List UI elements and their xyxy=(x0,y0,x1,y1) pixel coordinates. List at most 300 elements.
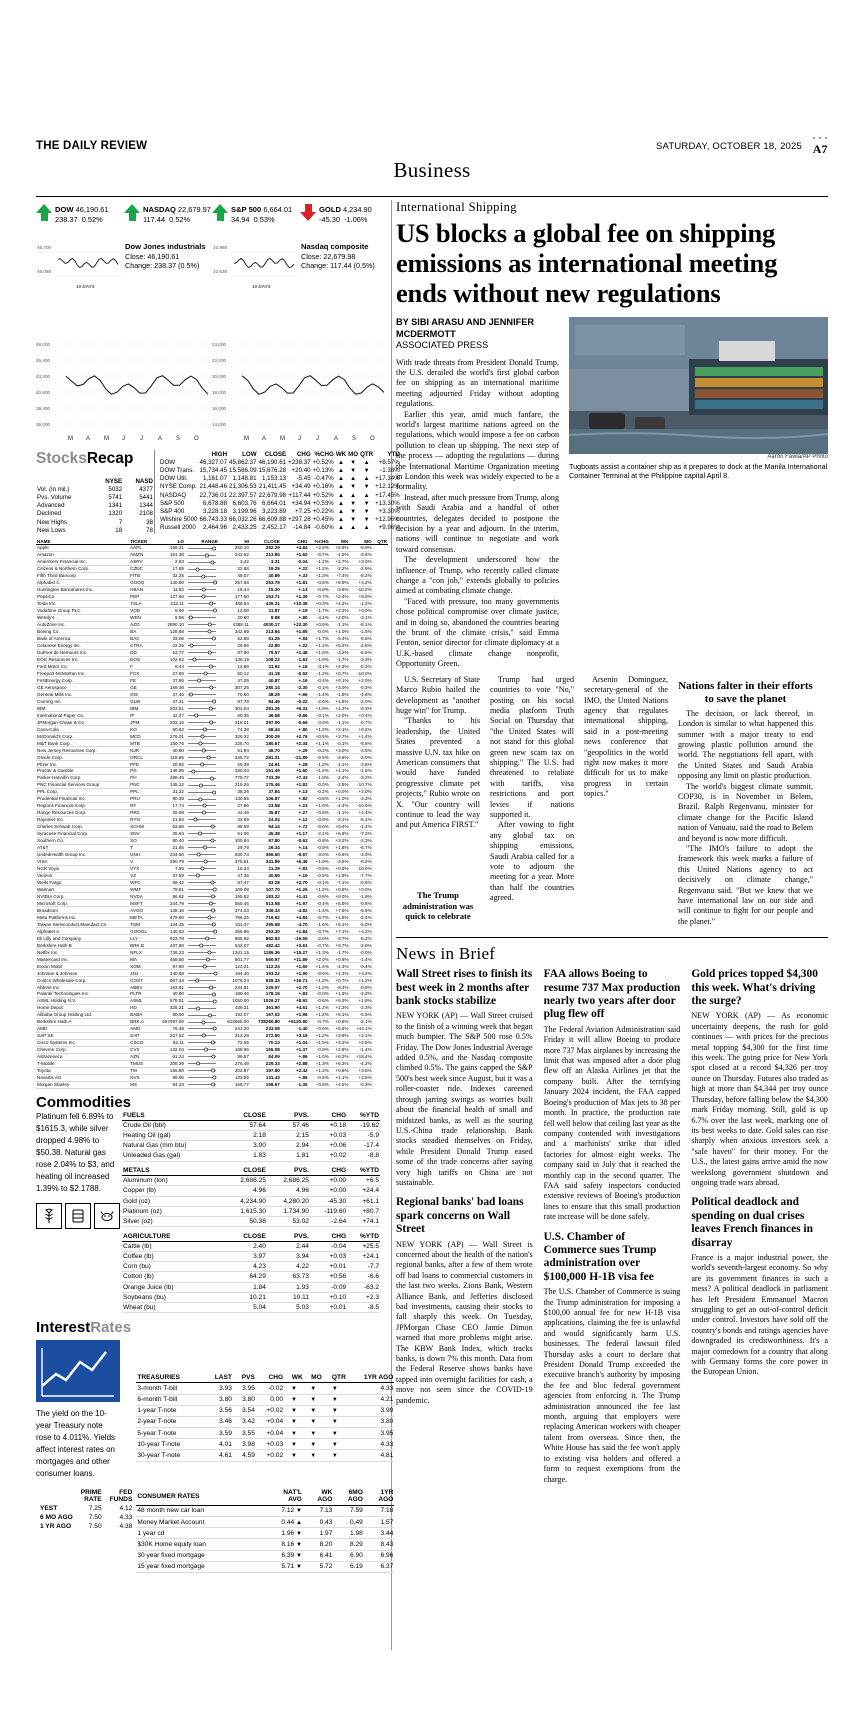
table-row: Novartis AG NVS 96.95 133.55 131.43 +.86 -0.5% +1.1% +2.5% xyxy=(37,1075,372,1081)
price-range-indicator xyxy=(185,677,219,684)
mini-chart-1 xyxy=(36,240,212,340)
article-body-col3 xyxy=(490,675,574,904)
commodities-note: Platinum fell 6.89% to $1615.3, while silver dropped 4.98% to $50.38. Natural gas rose 2.04% to $3, and heating oil increased 1.39% to $2.1788. xyxy=(36,1111,115,1193)
arrow-up-icon xyxy=(212,204,228,222)
article-kicker: International Shipping xyxy=(396,200,517,214)
table-row: Morgan Stanley MS 94.33 166.77 158.67 -1.35 -0.8% +4.5% -0.3% xyxy=(37,1082,372,1088)
article-body-col1 xyxy=(396,358,559,670)
table-header-row: AGRICULTURE CLOSE PVS. CHG %YTD xyxy=(123,1232,379,1240)
news-brief-title: Gold prices topped $4,300 this week. What's driving the surge? xyxy=(691,968,818,1008)
table-row: PNC Financial Services Group PNC 145.12 216.26 175.46 +1.83 -0.0% -2.5% -10.7% xyxy=(37,782,372,788)
price-range-indicator xyxy=(185,907,219,914)
price-range-indicator xyxy=(185,761,219,768)
table-row: Toyota TM 155.80 202.87 197.80 +2.42 +1.2% +0.8% +3.5% xyxy=(37,1068,372,1074)
table-row: NCR Voyix VYX 7.55 15.34 11.29 +.83 -0.5% +0.9% -10.6% xyxy=(37,866,372,872)
article-pullquote: The Trump administration was quick to celebrate xyxy=(402,890,474,921)
price-range-indicator xyxy=(185,809,219,816)
news-brief-body: The U.S. Chamber of Commerce is suing the Trump administration for imposing a $100,00 annual fee for new H-1B visa applications, claiming the fee is unlawful and would significantly harm U.S. businesses. The federal lawsuit filed Thursday asks a court to declare that President Donald Trump exceeded the executive branch's authority by imposing the fee and bloc federal government agencies from enforcing it. The Trump administration announced the fee last month, arguing that employers were replacing American workers with cheaper talent from overseas. Since then, the White House has said the fee won't apply to existing visa holders and offered a form to request exemptions from the charge. xyxy=(543,1287,681,1484)
svg-text:S: S xyxy=(176,436,181,442)
table-row: AutoZone Inc. AZO 2890.10 4388.11 4030.17 +22.30 +0.6% -1.1% -6.1% xyxy=(37,622,372,628)
svg-text:38,400: 38,400 xyxy=(36,406,51,411)
table-row: 2-year T-note 3.46 3.42 +0.04 ▼ ▼ ▼ 3.80 xyxy=(136,1416,394,1427)
table-row: 10-year T-note 4.01 3.98 +0.03 ▼ ▼ ▼ 4.33 xyxy=(136,1439,394,1450)
svg-text:20,000: 20,000 xyxy=(212,374,227,379)
news-brief-item xyxy=(396,1196,533,1406)
interest-rates-title: InterestRates xyxy=(36,1319,132,1337)
svg-text:A: A xyxy=(86,436,91,442)
table-row: Berkshire Hath B BRK.B 437.80 542.07 482.42 +3.61 -0.7% +0.7% -2.8% xyxy=(37,942,372,948)
table-header-row: METALS CLOSE PVS. CHG %YTD xyxy=(123,1167,379,1175)
article-column xyxy=(396,200,828,1485)
decorative-dots: ° ° ° xyxy=(812,137,828,143)
svg-text:J: J xyxy=(140,436,143,442)
price-range-indicator xyxy=(185,1025,219,1032)
svg-text:M: M xyxy=(244,436,249,442)
table-row: NASDAQ 22,736.01 22,397.57 22,679.98 +117.44 +0.52% ▲ ▲ ▲ +17.45% xyxy=(160,491,400,499)
table-row: International Paper Co. IP 42.27 60.35 46.58 -0.86 -0.1% +2.0% +0.4% xyxy=(37,712,372,718)
table-row: Bank of America BAC 33.06 52.88 51.26 +.84 +1.7% -5.4% -5.6% xyxy=(37,636,372,642)
table-row: Celanese Energy Inc. CTRA 22.35 29.95 22.80 +.22 +1.2% +5.2% -2.8% xyxy=(37,643,372,649)
table-row: Gold (oz) 4,234.90 4,280.20 -45.30 +61.1 xyxy=(123,1197,379,1205)
table-row: Heating Oil (gal) 2.18 2.15 +0.03 -5.9 xyxy=(123,1132,379,1140)
price-range-indicator xyxy=(185,691,219,698)
table-row: Coffee (lb) 3.97 3.94 +0.03 +24.1 xyxy=(123,1253,379,1261)
news-brief-item xyxy=(544,1231,681,1485)
table-row: New Lows 18 78 xyxy=(37,526,153,534)
table-row: Wilshire 5000 66,743.33 66,032.26 66,609.88 +297.28 +0.45% ▲ ▼ ▼ +12.96% xyxy=(160,516,400,524)
article-subhead: Nations falter in their efforts to save the planet xyxy=(678,679,813,705)
table-row: Alphabet A GOOGL 140.53 256.96 253.30 +1.84 -0.7% +7.1% +4.2% xyxy=(37,928,372,934)
table-row: DOW 46,327.07 45,862.37 46,190.61 +238.37 +0.52% ▲ ▼ ▲ +8.57% xyxy=(160,458,400,466)
table-row: Walmart WMT 79.81 109.08 107.70 +1.26 +1.2% +0.8% +0.0% xyxy=(37,886,372,892)
table-row: Coca-Cola KO 60.62 74.38 68.44 +.80 +1.3% +2.1% +0.2% xyxy=(37,726,372,732)
table-row: 48 month new car loan 7.12 ▼ 7.13 7.59 7.18 xyxy=(136,1505,394,1516)
svg-text:M: M xyxy=(104,436,109,442)
price-range-indicator xyxy=(185,1060,219,1067)
price-range-indicator xyxy=(185,768,219,775)
table-row: VISA V 290.79 375.51 341.89 +6.46 +1.9% -3.5% -0.2% xyxy=(37,859,372,865)
table-row: Vol. (in mil.) 5032 4377 xyxy=(37,485,153,493)
table-row: Mastercard Inc. MA 468.50 601.77 560.97 +11.89 +2.0% +0.8% -1.4% xyxy=(37,956,372,962)
table-row: SAP SE SAP 227.52 313.28 272.90 +3.16 +1.2% +3.8% +2.1% xyxy=(37,1033,372,1039)
price-range-indicator xyxy=(185,705,219,712)
price-range-indicator xyxy=(185,698,219,705)
table-row: 1 YR AGO 7.50 4.38 xyxy=(40,1523,133,1531)
table-row: Taiwan Semiconduct.Manufact.Co TSM 134.25 311.37 295.68 -4.70 -1.6% +5.1% -5.0% xyxy=(37,921,372,927)
table-row: 6 MO AGO 7.50 4.33 xyxy=(40,1514,133,1522)
table-row: Aluminum (ton) 2,686.25 2,686.25 +0.00 +6.5 xyxy=(123,1177,379,1185)
price-range-indicator xyxy=(185,572,219,579)
table-row: Wheat (bu) 5.04 5.03 +0.01 -8.5 xyxy=(123,1304,379,1312)
price-range-indicator xyxy=(185,1046,219,1053)
svg-text:43,200: 43,200 xyxy=(36,374,51,379)
header-rule xyxy=(36,196,828,197)
news-brief-body: France is a major industrial power, the world's seventh-largest economy. So why are its government finances in such a mess? A political deadlock in parliament has left President Emmanuel Macron struggling to get an out-of-control deficit under control. Investors have sold off the country's bonds and ratings agencies have downgraded its creditworthiness. It's a major comedown for a country that along with Germany forms the core power in the European Union. xyxy=(691,1252,828,1377)
article-paragraph: Trump had urged countries to vote "No," posting on his social media platform Truth Social on Thursday that "the United States will not stand for this global green new scam tax on shipping." The U.S. had threatened to retaliate with tariffs, visa restrictions and port levies if nations supported it. xyxy=(490,674,574,819)
table-row: Microsoft Corp. MSFT 344.79 555.45 513.58 +1.97 -0.4% +6.5% -0.8% xyxy=(37,900,372,906)
section-title: Business xyxy=(393,158,471,182)
table-row: Silver (oz) 50.38 53.02 -2.64 +74.1 xyxy=(123,1218,379,1226)
table-row: Palantir Technologies Inc. PLTR 40.80 189.46 178.15 +.83 -0.0% +1.8% -2.3% xyxy=(37,991,372,997)
table-row: Corn (bu) 4.23 4.22 +0.01 -7.7 xyxy=(123,1263,379,1271)
wheat-icon xyxy=(36,1203,62,1229)
article-paragraph: Arsenio Dominguez, secretary-general of the IMO, the United Nations agency that regulates international shipping, said in a post-meeting news conference that "geopolitics in the world right now makes it more difficult for us to make progress in certain topics." xyxy=(584,674,668,799)
svg-text:J: J xyxy=(298,436,301,442)
svg-text:46,700: 46,700 xyxy=(37,245,52,250)
article-paragraph: After vowing to fight any global tax on shipping emissions, Saudi Arabia called for a vote to adjourn the meeting for a year. More than half the countries agreed. xyxy=(490,820,574,903)
table-row: NYSE Comp. 21,448.46 21,306.53 21,411.45 +34.49 +0.16% ▲ ▼ ▼ +12.12% xyxy=(160,483,400,491)
table-row: 30 year fixed mortgage 6.39 ▼ 6.41 6.90 6.96 xyxy=(136,1550,394,1561)
arrow-up-icon xyxy=(124,204,140,222)
table-row: Regions Financial Corp. RF 17.74 27.96 23.58 +.23 +1.0% -2.4% -10.6% xyxy=(37,803,372,809)
rates-graphic xyxy=(36,1340,120,1402)
cow-icon xyxy=(94,1203,120,1229)
svg-text:M: M xyxy=(68,436,73,442)
news-brief-title: Wall Street rises to finish its best week in 2 months after bank stocks stabilize xyxy=(396,968,533,1008)
table-row: New Jersey Resources Corp. NJR 40.80 51.94 46.70 +.29 -0.2% +3.0% -3.5% xyxy=(37,747,372,753)
stock-quotes-table xyxy=(36,538,388,1088)
price-range-indicator xyxy=(185,921,219,928)
table-row: DOW Util. 1,161.07 1,148.81 1,153.13 -5.45 -0.47% ▲ ▲ ▲ +17.34% xyxy=(160,475,400,483)
price-range-indicator xyxy=(185,600,219,607)
nib-rule xyxy=(396,937,828,938)
price-range-indicator xyxy=(185,670,219,677)
table-row: Chevron Corp. CVX 132.04 168.96 155.08 +1.37 -0.9% +2.8% -1.4% xyxy=(37,1047,372,1053)
svg-text:10 DAYS: 10 DAYS xyxy=(252,284,271,289)
table-row: 1-year T-note 3.56 3.54 +0.02 ▼ ▼ ▼ 3.99 xyxy=(136,1405,394,1416)
table-row: New Highs 7 38 xyxy=(37,518,153,526)
price-range-indicator xyxy=(185,558,219,565)
table-row: Berkshire Hath A BRK.A 657497.50 813665.00 738280.80 +5120.80 -0.7% +0.8% -2.1% xyxy=(37,1019,372,1025)
price-range-indicator xyxy=(185,802,219,809)
news-brief-title: U.S. Chamber of Commerce sues Trump administration over $100,000 H-1B visa fee xyxy=(543,1230,657,1283)
interest-rates-section xyxy=(36,1336,394,1573)
price-range-indicator xyxy=(185,956,219,963)
price-range-indicator xyxy=(185,628,219,635)
table-header-row: TREASURIES LAST PVS CHG WK MO QTR 1YR AGO xyxy=(136,1372,394,1383)
price-range-indicator xyxy=(185,621,219,628)
price-range-indicator xyxy=(185,1074,219,1081)
article-paragraph: Earlier this year, amid much fanfare, the world's largest maritime nations agreed on the regulations, which would impose a fee on carbon pollution to clean up shipping. The next step of the process — adopting the regulations — during the International Maritime Organization meeting in London this week was widely expected to be a formality. xyxy=(396,409,559,492)
price-range-indicator xyxy=(185,586,219,593)
table-row: M&T Bank Corp. MTB 150.75 225.70 180.67 +2.34 +1.1% -0.1% -8.8% xyxy=(37,740,372,746)
market-breadth-table xyxy=(36,477,154,534)
table-row: Rayonier Inc. RYN 21.84 32.89 24.04 +.12 -0.0% -2.1% -6.1% xyxy=(37,817,372,823)
svg-text:A: A xyxy=(158,436,163,442)
ticker-gold: GOLD 4,234.90 -45.30 -1.06% xyxy=(300,204,388,238)
price-range-indicator xyxy=(185,886,219,893)
price-range-indicator xyxy=(185,942,219,949)
table-row: Unleaded Gas (gal) 1.83 1.81 +0.02 -8.8 xyxy=(123,1152,379,1160)
table-row: Ford Motor Co. F 8.44 12.80 11.92 +.18 -3.1% +4.3% -0.3% xyxy=(37,663,372,669)
price-range-indicator xyxy=(185,949,219,956)
table-row: Vodafone Group PLC VOD 8.60 12.00 11.87 +.19 -1.7% +2.3% +0.0% xyxy=(37,608,372,614)
news-brief-body: NEW YORK (AP) — Wall Street is concerned about the health of the nation's regional banks, after a few of them wrote off bad loans to commercial customers in the last two weeks. Zions Bank, Western Alliance Bank, and Jefferies disclosed bad investments, causing their stocks to fall sharply this week. On Tuesday, JPMorgan Chase CEO Jamie Dimon warned that more problems might arise. The KBW Bank Index, which tracks banks, is down 7% this month. Data from the Federal Reserve shows banks have tapped into overnight facilities for cash, a move not seen since the COVID-19 pandemic. xyxy=(396,1239,533,1405)
table-row: Freeport-McMoRan Inc. FCX 27.66 50.12 41.18 -0.52 -1.2% +0.7% -10.0% xyxy=(37,670,372,676)
article-body-col4 xyxy=(584,675,668,800)
price-range-indicator xyxy=(185,844,219,851)
article-paragraph: Instead, after much pressure from Trump, along with Saudi Arabia and a handful of other countries, delegates decided to postpone the decision by a year and adjourn. In the interim, nations will continue to negotiate and work toward consensus. xyxy=(396,492,559,554)
price-range-indicator xyxy=(185,747,219,754)
table-row: General Mills Inc. GIS 47.46 70.60 48.29 +.66 -1.4% -1.8% -4.6% xyxy=(37,691,372,697)
table-row: Southern Co. SO 80.40 100.64 97.80 -0.63 -0.8% +3.2% -2.3% xyxy=(37,838,372,844)
svg-text:J: J xyxy=(122,436,125,442)
svg-text:22,000: 22,000 xyxy=(212,358,227,363)
price-range-indicator xyxy=(185,754,219,761)
table-row: Citizens & Northern Corp. CZNC 17.85 22.68 19.25 +.22 +1.2% -2.2% -2.9% xyxy=(37,566,372,572)
price-range-indicator xyxy=(185,545,219,552)
commodity-icons xyxy=(36,1203,122,1229)
table-row: Pfizer Inc. PFE 20.92 29.38 24.91 +.28 -1.2% -1.1% -3.8% xyxy=(37,761,372,767)
news-in-brief-list xyxy=(396,968,828,1485)
svg-text:48,000: 48,000 xyxy=(36,342,51,347)
table-header-row: PRIME RATE FED FUNDS xyxy=(80,1489,133,1504)
price-range-indicator xyxy=(185,593,219,600)
price-range-indicator xyxy=(185,1004,219,1011)
index-summary-table xyxy=(159,450,401,532)
table-row: Procter & Gamble PG 146.95 180.43 151.49 +1.60 +1.2% +1.1% -1.5% xyxy=(37,768,372,774)
table-row: Cisco Systems Inc. CSCO 52.11 72.55 70.13 +1.04 +1.5% +3.2% +2.5% xyxy=(37,1040,372,1046)
price-range-indicator xyxy=(185,656,219,663)
price-range-indicator xyxy=(185,579,219,586)
article-headline: US blocks a global fee on shipping emissions as international meeting ends without new regulations xyxy=(396,218,778,308)
table-row: Verizon VZ 37.59 47.36 40.55 +.19 -0.5% +1.8% -7.7% xyxy=(37,873,372,879)
article-paragraph: "The IMO's failure to adopt the framework this week marks a failure of this United Nations agency to act decisively on climate change," Regenvanu said. "But we knew that we have international law on our side and will continue to fight for our people and the planet." xyxy=(678,843,813,926)
svg-text:S: S xyxy=(352,436,357,442)
table-row: Fifth Third Bancorp FITB 32.25 49.07 40.89 +.33 +1.3% -7.4% -8.2% xyxy=(37,573,372,579)
markets-column xyxy=(36,200,400,1573)
table-row: $30K Home equity loan 8.16 ▼ 8.20 8.29 8.43 xyxy=(136,1539,394,1550)
table-row: Copper (lb) 4.96 4.96 +0.00 +24.4 xyxy=(123,1187,379,1195)
table-row: Broadcom AVGO 138.10 374.23 349.33 -4.82 -1.4% +7.6% -5.9% xyxy=(37,907,372,913)
table-row: NYSE NASD xyxy=(105,477,153,485)
news-brief-title: FAA allows Boeing to resume 737 Max production nearly two years after door plug flew off xyxy=(543,968,681,1021)
price-range-indicator xyxy=(185,1081,219,1088)
oil-barrel-icon xyxy=(65,1203,91,1229)
table-row: Cattle (lb) 2.40 2.44 -0.04 +25.5 xyxy=(123,1242,379,1250)
svg-text:14,000: 14,000 xyxy=(212,422,227,427)
index-history-chart-2 xyxy=(212,336,388,448)
price-range-indicator xyxy=(185,991,219,998)
mini-chart-labels: Dow Jones industrials Close: 46,190.61 Change: 238.37 (0.5%) xyxy=(125,242,206,270)
ticker-dow: DOW 46,190.61 238.37 0.52% xyxy=(36,204,124,238)
price-range-indicator xyxy=(185,914,219,921)
table-row: Eli Lilly and Company LLY 623.78 985.62 862.83 -16.55 -2.0% -3.7% -5.2% xyxy=(37,935,372,941)
table-row: Huntington Bancshares Inc. HBAN 11.82 18.44 15.30 +.13 -0.8% -3.8% -10.2% xyxy=(37,587,372,593)
news-brief-body: NEW YORK (AP) — As economic uncertainty deepens, the rush for gold continues — with prices for the precious metal topping $4,300 for the first time this week. The going price for New York spot closed at a record $4,326 per troy ounce on Thursday. Futures also traded as high at more than $4,344 per troy ounce Thursday, before falling below the $4,300 mark Friday morning. Still, gold is up 6.7% over the last week, marking one of its best weeks to date. Gold sales can rise sharply when anxious investors seek a "safe haven" for their money. For the U.S., the latest gains arrive amid the now weekslong government shutdown and ongoing trade wars abroad. xyxy=(691,1011,828,1187)
article-body-col5 xyxy=(678,709,813,928)
svg-text:10 DAYS: 10 DAYS xyxy=(76,284,95,289)
svg-text:J: J xyxy=(316,436,319,442)
table-row: 5-year T-note 3.59 3.55 +0.04 ▼ ▼ ▼ 3.95 xyxy=(136,1428,394,1439)
price-range-indicator xyxy=(185,837,219,844)
price-range-indicator xyxy=(185,1039,219,1046)
price-range-indicator xyxy=(185,788,219,795)
table-row: Home Depot HD 326.31 439.31 361.90 +4.51 +1.2% +1.3% -2.3% xyxy=(37,1005,372,1011)
price-range-indicator xyxy=(185,712,219,719)
price-range-indicator xyxy=(185,614,219,621)
article-paragraph: The world's biggest climate summit, COP30, is in November in Belem, Brazil. Ralph Regenvanu, minister for climate change for the Pacific Island nation of Vanuatu, said the road to Belem and beyond is now more difficult. xyxy=(678,781,813,843)
price-range-indicator xyxy=(185,935,219,942)
svg-text:36,000: 36,000 xyxy=(36,422,51,427)
table-row: IBM IBM 203.51 301.04 281.26 +6.31 +1.9% +1.2% -0.3% xyxy=(37,705,372,711)
table-row: Meta Platforms Inc. META 479.80 796.25 716.92 +4.84 -0.7% +1.8% -2.4% xyxy=(37,914,372,920)
price-range-indicator xyxy=(185,649,219,656)
mini-chart-labels: Nasdaq composite Close: 22,679.98 Change: 117.44 (0.5%) xyxy=(301,242,375,270)
news-brief-body: NEW YORK (AP) — Wall Street cruised to the finish of a winning week that began much bumpier. The S&P 500 rose 0.5% Friday. The Dow Jones Industrial Average added 0.5%, and the Nasdaq composite climbed 0.5%. The gains capped the S&P 500's best week since August, but it was a roller-coaster ride. Indexes careened through jarring swings as worries built about the financial health of small and midsized banks, as well as the souring U.S.-China trade relationship. Bank stocks steadied themselves on Friday, while President Donald Trump eased some of the trade concerns after saying very high tariffs on China are not sustainable. xyxy=(396,1011,533,1187)
article-paragraph: U.S. Secretary of State Marco Rubio hailed the development as "another huge win" for Trump. xyxy=(396,674,480,715)
price-range-indicator xyxy=(185,635,219,642)
mini-sparkline xyxy=(36,240,122,340)
table-row: Prudential Financial Inc. PRU 90.39 130.55 106.87 +.82 -0.8% +1.0% -3.3% xyxy=(37,796,372,802)
table-row: 6-month T-bill 3.80 3.80 0.00 ▼ ▼ ▼ 4.21 xyxy=(136,1394,394,1405)
svg-text:46,080: 46,080 xyxy=(37,269,52,274)
table-row: Parker-Hannifin Corp. PH 488.45 779.77 733.39 +7.43 -1.0% -2.4% -3.2% xyxy=(37,775,372,781)
price-range-indicator xyxy=(185,858,219,865)
table-row: Boeing Co. BA 128.88 242.69 213.94 +1.85 -0.0% +1.0% -1.5% xyxy=(37,629,372,635)
table-row: 30-year T-note 4.61 4.59 +0.02 ▼ ▼ ▼ 4.81 xyxy=(136,1450,394,1461)
svg-text:24,000: 24,000 xyxy=(212,342,227,347)
table-row: McDonald's Corp. MCD 276.01 326.32 300.29 +2.76 +0.5% +3.7% +1.4% xyxy=(37,733,372,739)
commodities-section xyxy=(36,1111,388,1314)
commodities-title: Commodities xyxy=(36,1093,132,1111)
table-row: Wendy's WEN 8.56 20.60 8.88 +.80 -4.1% +2.0% -3.1% xyxy=(37,615,372,621)
price-range-indicator xyxy=(185,565,219,572)
index-ticker-row xyxy=(36,204,388,238)
table-row: Wells Fargo WFC 58.42 87.47 83.28 +2.70 -0.1% -7.1% -0.6% xyxy=(37,879,372,885)
svg-text:O: O xyxy=(194,436,199,442)
arrow-down-icon xyxy=(300,204,316,222)
price-range-indicator xyxy=(185,872,219,879)
table-header-row: CONSUMER RATES NAT'L AVG WK AGO 6MO AGO 1YR AGO xyxy=(136,1488,394,1506)
consumer-rates-table xyxy=(136,1488,394,1573)
table-row: PPL Corp. PPL 31.22 38.26 37.84 +.13 -0.2% +0.0% +2.0% xyxy=(37,789,372,795)
price-range-indicator xyxy=(185,830,219,837)
price-range-indicator xyxy=(185,726,219,733)
table-row: Oracle Corp. ORCL 118.86 345.72 281.31 -21.89 -0.5% -3.6% -3.0% xyxy=(37,754,372,760)
table-row: Money Market Account 0.44 ▲ 0.43 0.49 1.57 xyxy=(136,1517,394,1528)
mini-chart-row xyxy=(36,240,388,340)
price-range-indicator xyxy=(185,963,219,970)
news-brief-title: Political deadlock and spending on dual crises leaves French finances in disarray xyxy=(691,1196,813,1249)
svg-text:22,980: 22,980 xyxy=(213,245,228,250)
table-row: Apple AAPL 169.21 260.10 252.29 +4.84 +2.0% +2.9% -0.9% xyxy=(37,545,372,551)
table-row: Declined 1320 2108 xyxy=(37,510,153,518)
price-range-indicator xyxy=(185,865,219,872)
price-range-indicator xyxy=(185,719,219,726)
table-row: Crude Oil (bbl) 57.64 57.46 +0.18 -19.62 xyxy=(123,1121,379,1129)
article-paragraph: "Thanks to his leadership, the United States prevented a massive U.N. tax hike on American consumers that would have funded progressive climate pet projects," Rubio wrote on X. "Our country will continue to lead the way and put America FIRST." xyxy=(396,716,480,830)
price-range-indicator xyxy=(185,928,219,935)
prime-rate-table xyxy=(36,1488,136,1531)
article-paragraph: The decision, or lack thereof, in London is similar to what happened this summer with a major treaty to end growing plastic pollution around the world. The negotiations fell apart, with the United States and Saudi Arabia opposing any limit on plastic production. xyxy=(678,708,813,781)
article-paragraph: With trade threats from President Donald Trump, the U.S. derailed the world's first global carbon fee on shipping as an international maritime meeting adjourned Friday without adopting regulations. xyxy=(396,357,559,409)
table-header-row: HIGH LOW CLOSE CHG %CHG WK MO QTR YTD xyxy=(211,450,400,458)
table-row: AMD AMD 76.48 241.20 233.08 -1.40 -0.6% +6.5% +44.1% xyxy=(37,1026,372,1032)
table-row: YEST 7.25 4.12 xyxy=(40,1505,133,1513)
table-row: Alibaba Group Holding Ltd. BABA 80.06 192.07 167.02 +1.96 +1.2% +5.1% -6.5% xyxy=(37,1012,372,1018)
svg-text:M: M xyxy=(280,436,285,442)
table-row: EOG Resources Inc. EOG 102.52 136.19 108.22 -1.63 -1.0% -1.7% -3.3% xyxy=(37,656,372,662)
mini-sparkline xyxy=(212,240,298,340)
table-row: 3-month T-bill 3.93 3.95 -0.02 ▼ ▼ ▼ 4.33 xyxy=(136,1383,394,1394)
photo-caption: Tugboats assist a container ship as it prepares to dock at the Manila International Container Terminal at the Philippine capital April 8. xyxy=(569,462,828,480)
table-header-row: NAME TICKER LO RANGE HI CLOSE CHG %CHG WK MO QTR xyxy=(37,538,387,544)
price-range-indicator xyxy=(185,977,219,984)
svg-text:40,800: 40,800 xyxy=(36,390,51,395)
price-range-indicator xyxy=(185,893,219,900)
table-row: Tesla Inc. TSLA 212.11 488.54 439.31 +10.38 +0.3% +4.2% -1.2% xyxy=(37,601,372,607)
svg-text:45,400: 45,400 xyxy=(36,358,51,363)
stocks-recap-title: StocksRecap xyxy=(36,450,134,467)
table-row: Netflix Inc. NFLX 736.23 1341.15 1189.36 +15.27 +1.3% -1.7% -0.0% xyxy=(37,949,372,955)
news-brief-title: Regional banks' bad loans spark concerns on Wall Street xyxy=(396,1196,524,1236)
table-row: Alphabet C GOOG 140.80 257.58 253.79 +1.81 -0.8% +6.9% +4.2% xyxy=(37,580,372,586)
price-range-indicator xyxy=(185,607,219,614)
table-row: Pvs. Volume 5741 5441 xyxy=(37,493,153,501)
commodities-tables xyxy=(122,1111,380,1314)
article-paragraph: The development underscored how the influence of Trump, who recently called climate change a "con job," extends globally to policies aimed at combating climate change. xyxy=(396,555,559,596)
svg-text:A: A xyxy=(262,436,267,442)
table-row: 15 year fixed mortgage 5.71 ▼ 5.72 6.19 6.37 xyxy=(136,1561,394,1572)
table-row: JPMorgan Chase & Co. JPM 202.16 318.01 297.00 -0.66 -3.0% -1.1% -0.7% xyxy=(37,719,372,725)
article-photo xyxy=(569,317,828,454)
svg-text:22,630: 22,630 xyxy=(213,269,228,274)
table-row: Corning Inc. GLW 37.31 87.78 84.49 -0.22 -2.6% +1.8% -2.0% xyxy=(37,698,372,704)
news-brief-item xyxy=(691,1196,828,1378)
table-header-row: FUELS CLOSE PVS. CHG %YTD xyxy=(123,1111,379,1119)
price-range-indicator xyxy=(185,642,219,649)
price-range-indicator xyxy=(185,774,219,781)
svg-text:A: A xyxy=(334,436,339,442)
index-history-chart-1 xyxy=(36,336,212,448)
table-row: Amazon AMZN 161.38 242.52 213.84 +1.62 -0.7% -1.5% -3.5% xyxy=(37,552,372,558)
table-row: Astrazeneca AZN 61.24 86.57 84.09 +.86 +1.0% +6.2% +18.4% xyxy=(37,1054,372,1060)
news-brief-body: The Federal Aviation Administration said Friday it will allow Boeing to produce more 737 Max airplanes by increasing the limit that was imposed after a door plug flew off an Alaska Airlines jet that the company built. After the terrifying January 2024 incident, the FAA capped Boeing's production of Max jets to 38 per month. In practice, the production rate fell well below that ceiling last year as the company contended with investigations and a machinists' strike that idled factories for almost eight weeks. The company said in July that it reached the monthly cap in the second quarter. The FAA said safety inspectors conducted extensive reviews of Boeing's production lines to ensure that this small production rate increase will be done safely. xyxy=(543,1024,681,1222)
price-range-indicator xyxy=(185,997,219,1004)
page-number: ° ° ° A7 xyxy=(812,137,828,156)
price-range-indicator xyxy=(185,1067,219,1074)
table-row: UnitedHealth Group Inc. UNH 234.60 630.73 366.60 -6.67 -3.0% +9.6% -3.3% xyxy=(37,852,372,858)
arrow-up-icon xyxy=(36,204,52,222)
table-row: Advanced 1341 1344 xyxy=(37,502,153,510)
svg-text:18,000: 18,000 xyxy=(212,390,227,395)
ticker-s-p-500: S&P 500 6,664.01 34.94 0.53% xyxy=(212,204,300,238)
table-row: 1 year cd 1.96 ▼ 1.97 1.98 3.44 xyxy=(136,1528,394,1539)
table-row: AmeriServ Financial Inc. ASRV 2.63 3.42 3.31 -0.04 -1.2% +2.7% +3.0% xyxy=(37,559,372,565)
ticker-nasdaq: NASDAQ 22,679.97 117.44 0.52% xyxy=(124,204,212,238)
price-range-indicator xyxy=(185,1018,219,1025)
price-range-indicator xyxy=(185,663,219,670)
table-row: Natural Gas (mm btu) 3.00 2.94 +0.06 -17.4 xyxy=(123,1142,379,1150)
table-row: Cotton (lb) 64.29 63.73 +0.56 -6.6 xyxy=(123,1273,379,1281)
dateline: SATURDAY, OCTOBER 18, 2025 xyxy=(656,141,802,152)
table-row: Range Resources Corp. RRC 26.99 43.49 35.87 +.27 -0.8% -1.1% +4.4% xyxy=(37,810,372,816)
price-range-indicator xyxy=(185,781,219,788)
price-range-indicator xyxy=(185,740,219,747)
table-row: ASML Holding N.V. ASML 578.51 1050.00 1029.27 +8.92 -0.6% +5.3% +1.9% xyxy=(37,998,372,1004)
price-range-indicator xyxy=(185,684,219,691)
table-row: Exxon Mobil XOM 97.80 123.21 112.24 +1.60 +1.4% -1.4% -0.4% xyxy=(37,963,372,969)
article-body-col2 xyxy=(396,675,480,831)
table-row: Orange Juice (lb) 1.84 1.93 -0.09 -63.2 xyxy=(123,1283,379,1291)
treasuries-table xyxy=(136,1372,394,1462)
table-row: Costco Wholesale Corp. COST 867.34 1078.24 926.33 +16.71 +1.2% +0.7% +1.2% xyxy=(37,977,372,983)
price-range-indicator xyxy=(185,970,219,977)
table-row: T-Mobile TMUS 208.39 276.49 229.33 +2.88 +1.3% +6.2% -4.2% xyxy=(37,1061,372,1067)
table-row: GE Aerospace GE 159.30 307.25 280.14 -2.30 -0.1% +3.0% -0.3% xyxy=(37,684,372,690)
table-row: Soybeans (bu) 10.21 10.11 +0.10 +2.3 xyxy=(123,1293,379,1301)
